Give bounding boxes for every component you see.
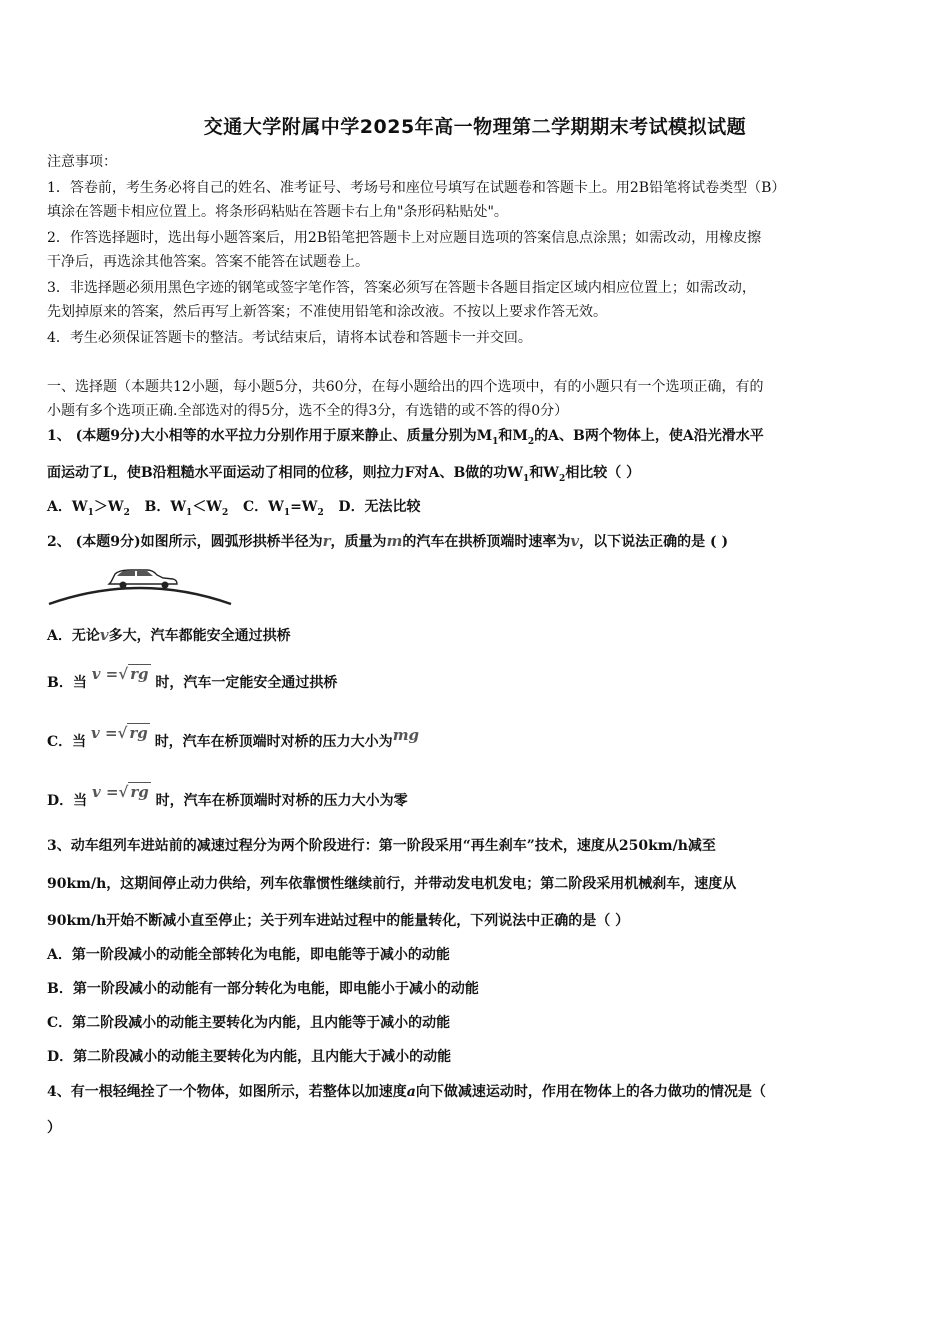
q2-text: 2、 (本题9分)如图所示，圆弧形拱桥半径为: [47, 534, 323, 550]
q1-options: [47, 497, 421, 523]
q4-stem-line1: 4、有一根轻绳拴了一个物体，如图所示，若整体以加速度a向下做减速运动时，作用在物体上的各力做功的情况是（: [47, 1084, 766, 1100]
formula-v-eq-sqrt-rg: v =√ rg: [92, 783, 149, 801]
q1-text: 的A、B两个物体上，使A沿光滑水平: [534, 428, 764, 444]
symbol-m: m: [386, 532, 403, 550]
q3-option-b: B．第一阶段减小的动能有一部分转化为电能，即电能小于减小的动能: [47, 981, 479, 997]
notice-line: 干净后，再选涂其他答案。答案不能答在试题卷上。: [47, 254, 369, 270]
q2-stem: [47, 531, 728, 552]
symbol-a: a: [406, 1084, 416, 1100]
q4-stem-line2: ）: [47, 1120, 61, 1136]
symbol-r: r: [322, 532, 331, 550]
q1-option-d: D．无法比较: [338, 499, 421, 515]
q3-option-d: D．第二阶段减小的动能主要转化为内能，且内能大于减小的动能: [47, 1049, 452, 1065]
q1-text: 和M: [498, 428, 528, 444]
q2-text: ，以下说法正确的是 ( ): [579, 534, 729, 550]
notice-line: 3．非选择题必须用黑色字迹的钢笔或签字笔作答，答案必须写在答题卡各题目指定区域内相应位置上；如需改动，: [47, 280, 756, 296]
notice-line: 先划掉原来的答案，然后再写上新答案；不准使用铅笔和涂改液。不按以上要求作答无效。: [47, 304, 607, 320]
q3-stem-line: 90km/h，这期间停止动力供给，列车依靠惯性继续前行，并带动发电机发电；第二阶段采用机械刹车，速度从: [47, 876, 737, 892]
bridge-car-illustration: [47, 562, 233, 608]
q3-stem-line: 90km/h开始不断减小直至停止；关于列车进站过程中的能量转化，下列说法中正确的是（ ）: [47, 913, 630, 929]
q3-option-c: C．第二阶段减小的动能主要转化为内能，且内能等于减小的动能: [47, 1015, 451, 1031]
notice-line: 1．答卷前，考生务必将自己的姓名、准考证号、考场号和座位号填写在试题卷和答题卡上。用2B铅笔将试卷类型（B）: [47, 180, 786, 196]
q3-option-a: A．第一阶段减小的动能全部转化为电能，即电能等于减小的动能: [47, 947, 450, 963]
subscript: 2: [527, 436, 535, 447]
q1-stem-line1: [47, 426, 764, 452]
arch-bridge-figure: [47, 562, 233, 612]
q2-text: ，质量为: [330, 534, 387, 550]
notice-line: 4．考生必须保证答题卡的整洁。考试结束后，请将本试卷和答题卡一并交回。: [47, 330, 532, 346]
notice-heading: 注意事项：: [47, 154, 117, 170]
arch-curve: [49, 588, 231, 604]
q1-text: 和W: [529, 465, 560, 481]
q1-stem-line2: [47, 463, 640, 489]
q2-option-a: A．无论v多大，汽车都能安全通过拱桥: [47, 626, 291, 644]
formula-v-eq-sqrt-rg: v =√ rg: [91, 724, 148, 742]
symbol-v: v: [99, 626, 109, 644]
page-title: 交通大学附属中学2025年高一物理第二学期期末考试模拟试题: [203, 116, 747, 138]
notice-line: 填涂在答题卡相应位置上。将条形码粘贴在答题卡右上角"条形码粘贴处"。: [47, 204, 508, 220]
q1-text: 面运动了L，使B沿粗糙水平面运动了相同的位移，则拉力F对A、B做的功W: [47, 465, 524, 481]
subscript: 1: [523, 473, 530, 484]
q1-option-b: B．$W_1<W_2$: [144, 499, 229, 518]
q1-text: 相比较（ ）: [565, 465, 641, 481]
q2-text: 的汽车在拱桥顶端时速率为: [402, 534, 571, 550]
q1-option-a: A．$W_1>W_2$: [47, 499, 130, 518]
q2-option-c: C．当 v =√ rg 时，汽车在桥顶端时对桥的压力大小为mg: [47, 724, 420, 750]
subscript: 1: [492, 436, 499, 447]
formula-v-eq-sqrt-rg: v =√ rg: [91, 665, 149, 683]
q1-text: 1、 (本题9分)大小相等的水平拉力分别作用于原来静止、质量分别为M: [47, 428, 493, 444]
q1-option-c: C．$W_1=W_2$: [242, 499, 324, 518]
section-heading: 小题有多个选项正确.全部选对的得5分，选不全的得3分，有选错的或不答的得0分）: [47, 403, 569, 419]
car-icon: [109, 570, 177, 589]
q2-option-b: B．当 v =√ rg 时，汽车一定能安全通过拱桥: [47, 665, 338, 691]
symbol-v: v: [570, 532, 580, 550]
q3-stem-line: 3、动车组列车进站前的减速过程分为两个阶段进行：第一阶段采用“再生刹车”技术，速度从250km/h减至: [47, 838, 716, 854]
symbol-mg: mg: [392, 726, 420, 744]
section-heading: 一、选择题（本题共12小题，每小题5分，共60分，在每小题给出的四个选项中，有的小题只有一个选项正确，有的: [47, 379, 764, 395]
q2-option-d: D．当 v =√ rg 时，汽车在桥顶端时对桥的压力大小为零: [47, 783, 408, 809]
subscript: 2: [559, 473, 566, 484]
notice-line: 2．作答选择题时，选出每小题答案后，用2B铅笔把答题卡上对应题目选项的答案信息点涂黑；如需改动，用橡皮擦: [47, 230, 762, 246]
